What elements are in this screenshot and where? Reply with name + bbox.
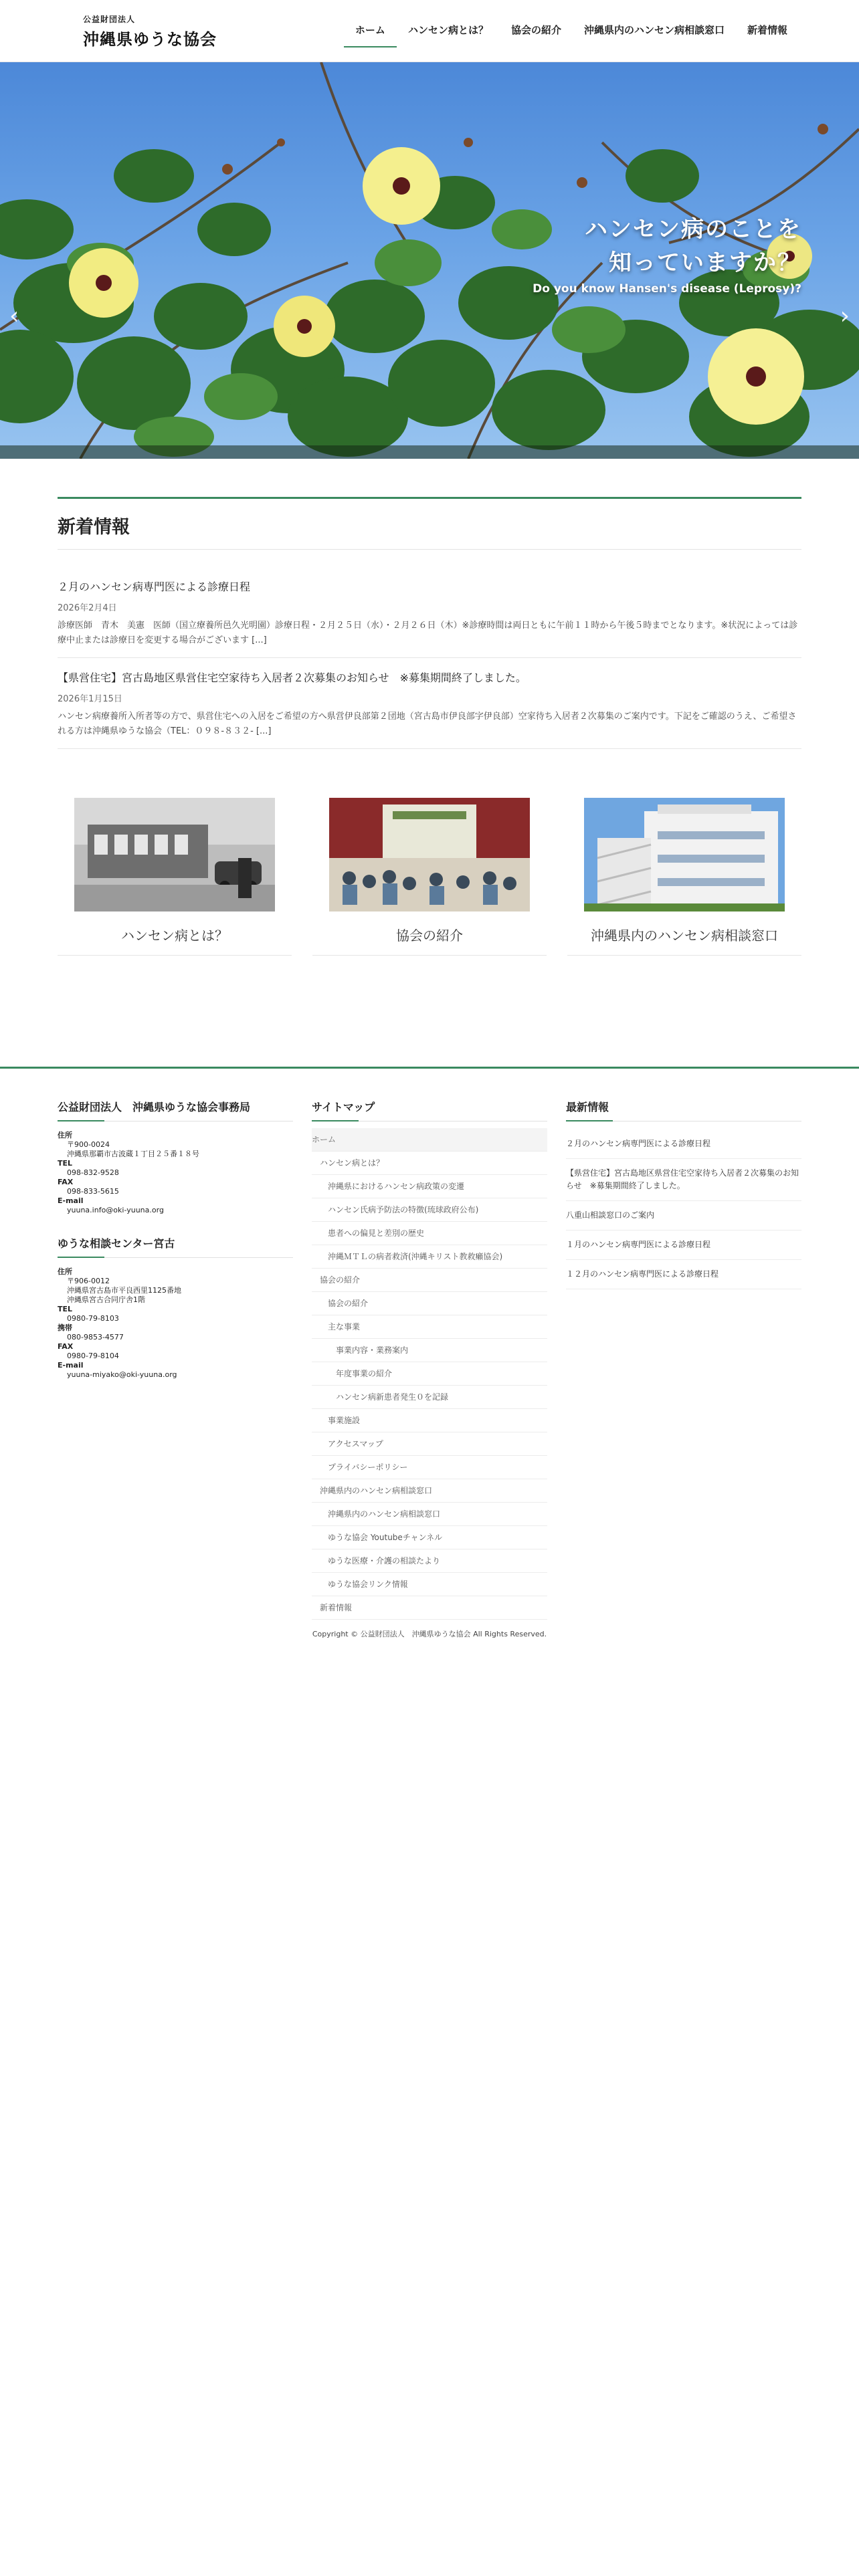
feature-cards [58,782,801,956]
hero-caption [533,213,801,296]
office-heading: 公益財団法人 沖縄県ゆうな協会事務局 [58,1099,293,1121]
chevron-left-icon[interactable]: ‹ [9,302,19,330]
sitemap-item[interactable]: ゆうな医療・介護の相談たより [312,1549,547,1573]
miyako-tel-label: TEL [58,1305,73,1313]
news-item-excerpt: ハンセン病療養所入所者等の方で、県営住宅への入居をご希望の方へ県営伊良部第２団地（宮古島市伊良部字伊良部）空家待ち入居者２次募集のご案内です。下記をご確認のうえ、ご希望される方は沖縄県ゆうな協会（TEL：０９８-８３２- [...] [58,712,797,736]
site-footer [0,1067,859,2576]
miyako-heading: ゆうな相談センター宮古 [58,1235,293,1258]
sitemap-item[interactable]: ゆうな協会 Youtubeチャンネル [312,1526,547,1549]
miyako-mobile[interactable]: 080-9853-4577 [67,1333,124,1341]
hero-subtitle: Do you know Hansen's disease (Leprosy)? [533,282,801,296]
footer-contact-column [58,1099,293,1380]
office-email-label: E-mail [58,1196,84,1205]
nav-item-news[interactable]: 新着情報 [747,24,787,36]
news-heading: 新着情報 [58,499,801,550]
card-label: 協会の紹介 [312,911,547,956]
nav-item-home[interactable]: ホーム [344,16,397,47]
news-item-date: 2026年2月4日 [58,603,117,613]
sitemap-item[interactable]: ゆうな協会リンク情報 [312,1573,547,1596]
news-item [58,658,801,749]
sitemap-item[interactable]: 協会の紹介 [312,1292,547,1315]
office-info [58,1131,293,1215]
news-item [58,567,801,658]
recent-item[interactable]: 【県営住宅】宮古島地区県営住宅空家待ち入居者２次募集のお知らせ ※募集期間終了しました。 [566,1159,801,1201]
sitemap-heading: サイトマップ [312,1099,547,1121]
news-item-title[interactable]: 【県営住宅】宮古島地区県営住宅空家待ち入居者２次募集のお知らせ ※募集期間終了しました。 [58,671,527,684]
recent-list [566,1135,801,1289]
news-list [58,567,801,749]
hero-title-line1: ハンセン病のことを [585,216,801,243]
office-address: 沖縄県那覇市古波蔵１丁目２５番１８号 [67,1150,199,1158]
nav-item-association[interactable]: 協会の紹介 [510,24,561,36]
sitemap-list [312,1128,547,1620]
chevron-right-icon[interactable]: › [840,302,850,330]
hero-slider [0,62,859,459]
miyako-email[interactable]: yuuna-miyako@oki-yuuna.org [67,1370,177,1379]
news-section [58,497,801,749]
office-fax-label: FAX [58,1178,74,1186]
sitemap-item[interactable]: 沖縄県内のハンセン病相談窓口 [312,1479,547,1503]
sitemap-item[interactable]: ハンセン病新患者発生０を記録 [312,1386,547,1409]
news-item-title[interactable]: ２月のハンセン病専門医による診療日程 [58,580,251,593]
card-consultation[interactable] [567,782,801,956]
sitemap-item[interactable]: 沖縄県におけるハンセン病政策の変遷 [312,1175,547,1198]
recent-item[interactable]: ２月のハンセン病専門医による診療日程 [566,1135,801,1159]
recent-heading: 最新情報 [566,1099,801,1121]
hero-bottom-strip [0,445,859,459]
card-label: 沖縄県内のハンセン病相談窓口 [567,911,801,956]
logo-title: 沖縄県ゆうな協会 [83,30,217,49]
card-image-building-photo [584,798,785,911]
card-image-seminar-photo [329,798,530,911]
sitemap-item[interactable]: 主な事業 [312,1315,547,1339]
card-image-historic-photo [74,798,275,911]
office-tel[interactable]: 098-832-9528 [67,1168,119,1177]
copyright: Copyright © 公益財団法人 沖縄県ゆうな協会 All Rights Reserved. [312,1630,547,1638]
sitemap-item[interactable]: 患者への偏見と差別の歴史 [312,1222,547,1245]
sitemap-item[interactable]: 協会の紹介 [312,1269,547,1292]
miyako-fax: 0980-79-8104 [67,1352,119,1360]
office-zip: 〒900-0024 [67,1140,110,1149]
footer-recent-column [566,1099,801,1289]
miyako-zip: 〒906-0012 [67,1277,110,1285]
news-item-excerpt: 診療医師 青木 美憲 医師（国立療養所邑久光明園）診療日程・２月２５日（水）・２月２６日（木）※診療時間は両日ともに午前１１時から午後５時までとなります。※状況によっては診療中止または診療日を変更する場合がございます [...] [58,621,798,645]
card-label: ハンセン病とは？ [58,911,292,956]
site-header [0,0,859,62]
sitemap-item[interactable]: 新着情報 [312,1596,547,1620]
miyako-address1: 沖縄県宮古島市平良西里1125番地 [67,1286,181,1295]
sitemap-item[interactable]: 事業施設 [312,1409,547,1432]
miyako-info [58,1267,293,1380]
card-about-hansen[interactable] [58,782,292,956]
sitemap-item[interactable]: プライバシーポリシー [312,1456,547,1479]
office-tel-label: TEL [58,1159,73,1168]
sitemap-item[interactable]: 沖縄県内のハンセン病相談窓口 [312,1503,547,1526]
sitemap-item[interactable]: ハンセン氏病予防法の特徴(琉球政府公布) [312,1198,547,1222]
main-nav [344,16,799,47]
miyako-mobile-label: 携帯 [58,1323,72,1332]
footer-sitemap-column [312,1099,547,1620]
sitemap-item[interactable]: 事業内容・業務案内 [312,1339,547,1362]
hero-title-line2: 知っていますか？ [609,249,801,276]
logo-subtitle: 公益財団法人 [83,15,136,24]
sitemap-item-home[interactable]: ホーム [312,1128,547,1152]
office-email[interactable]: yuuna.info@oki-yuuna.org [67,1206,164,1214]
office-fax: 098-833-5615 [67,1187,119,1196]
sitemap-item[interactable]: 年度事業の紹介 [312,1362,547,1386]
card-association[interactable] [312,782,547,956]
miyako-email-label: E-mail [58,1361,84,1370]
miyako-fax-label: FAX [58,1342,74,1351]
nav-item-about-hansen[interactable]: ハンセン病とは？ [407,24,488,36]
site-logo[interactable] [83,13,217,49]
sitemap-item[interactable]: ハンセン病とは？ [312,1152,547,1175]
office-address-label: 住所 [58,1131,72,1140]
miyako-address2: 沖縄県宮古合同庁舎1階 [67,1295,145,1304]
sitemap-item[interactable]: 沖縄ＭＴＬの病者救済(沖縄キリスト教救癩協会) [312,1245,547,1269]
recent-item[interactable]: １２月のハンセン病専門医による診療日程 [566,1260,801,1289]
recent-item[interactable]: １月のハンセン病専門医による診療日程 [566,1230,801,1260]
news-item-date: 2026年1月15日 [58,694,122,704]
sitemap-item[interactable]: アクセスマップ [312,1432,547,1456]
miyako-address-label: 住所 [58,1267,72,1276]
recent-item[interactable]: 八重山相談窓口のご案内 [566,1201,801,1230]
nav-item-consultation[interactable]: 沖縄県内のハンセン病相談窓口 [583,24,725,36]
miyako-tel[interactable]: 0980-79-8103 [67,1314,119,1323]
